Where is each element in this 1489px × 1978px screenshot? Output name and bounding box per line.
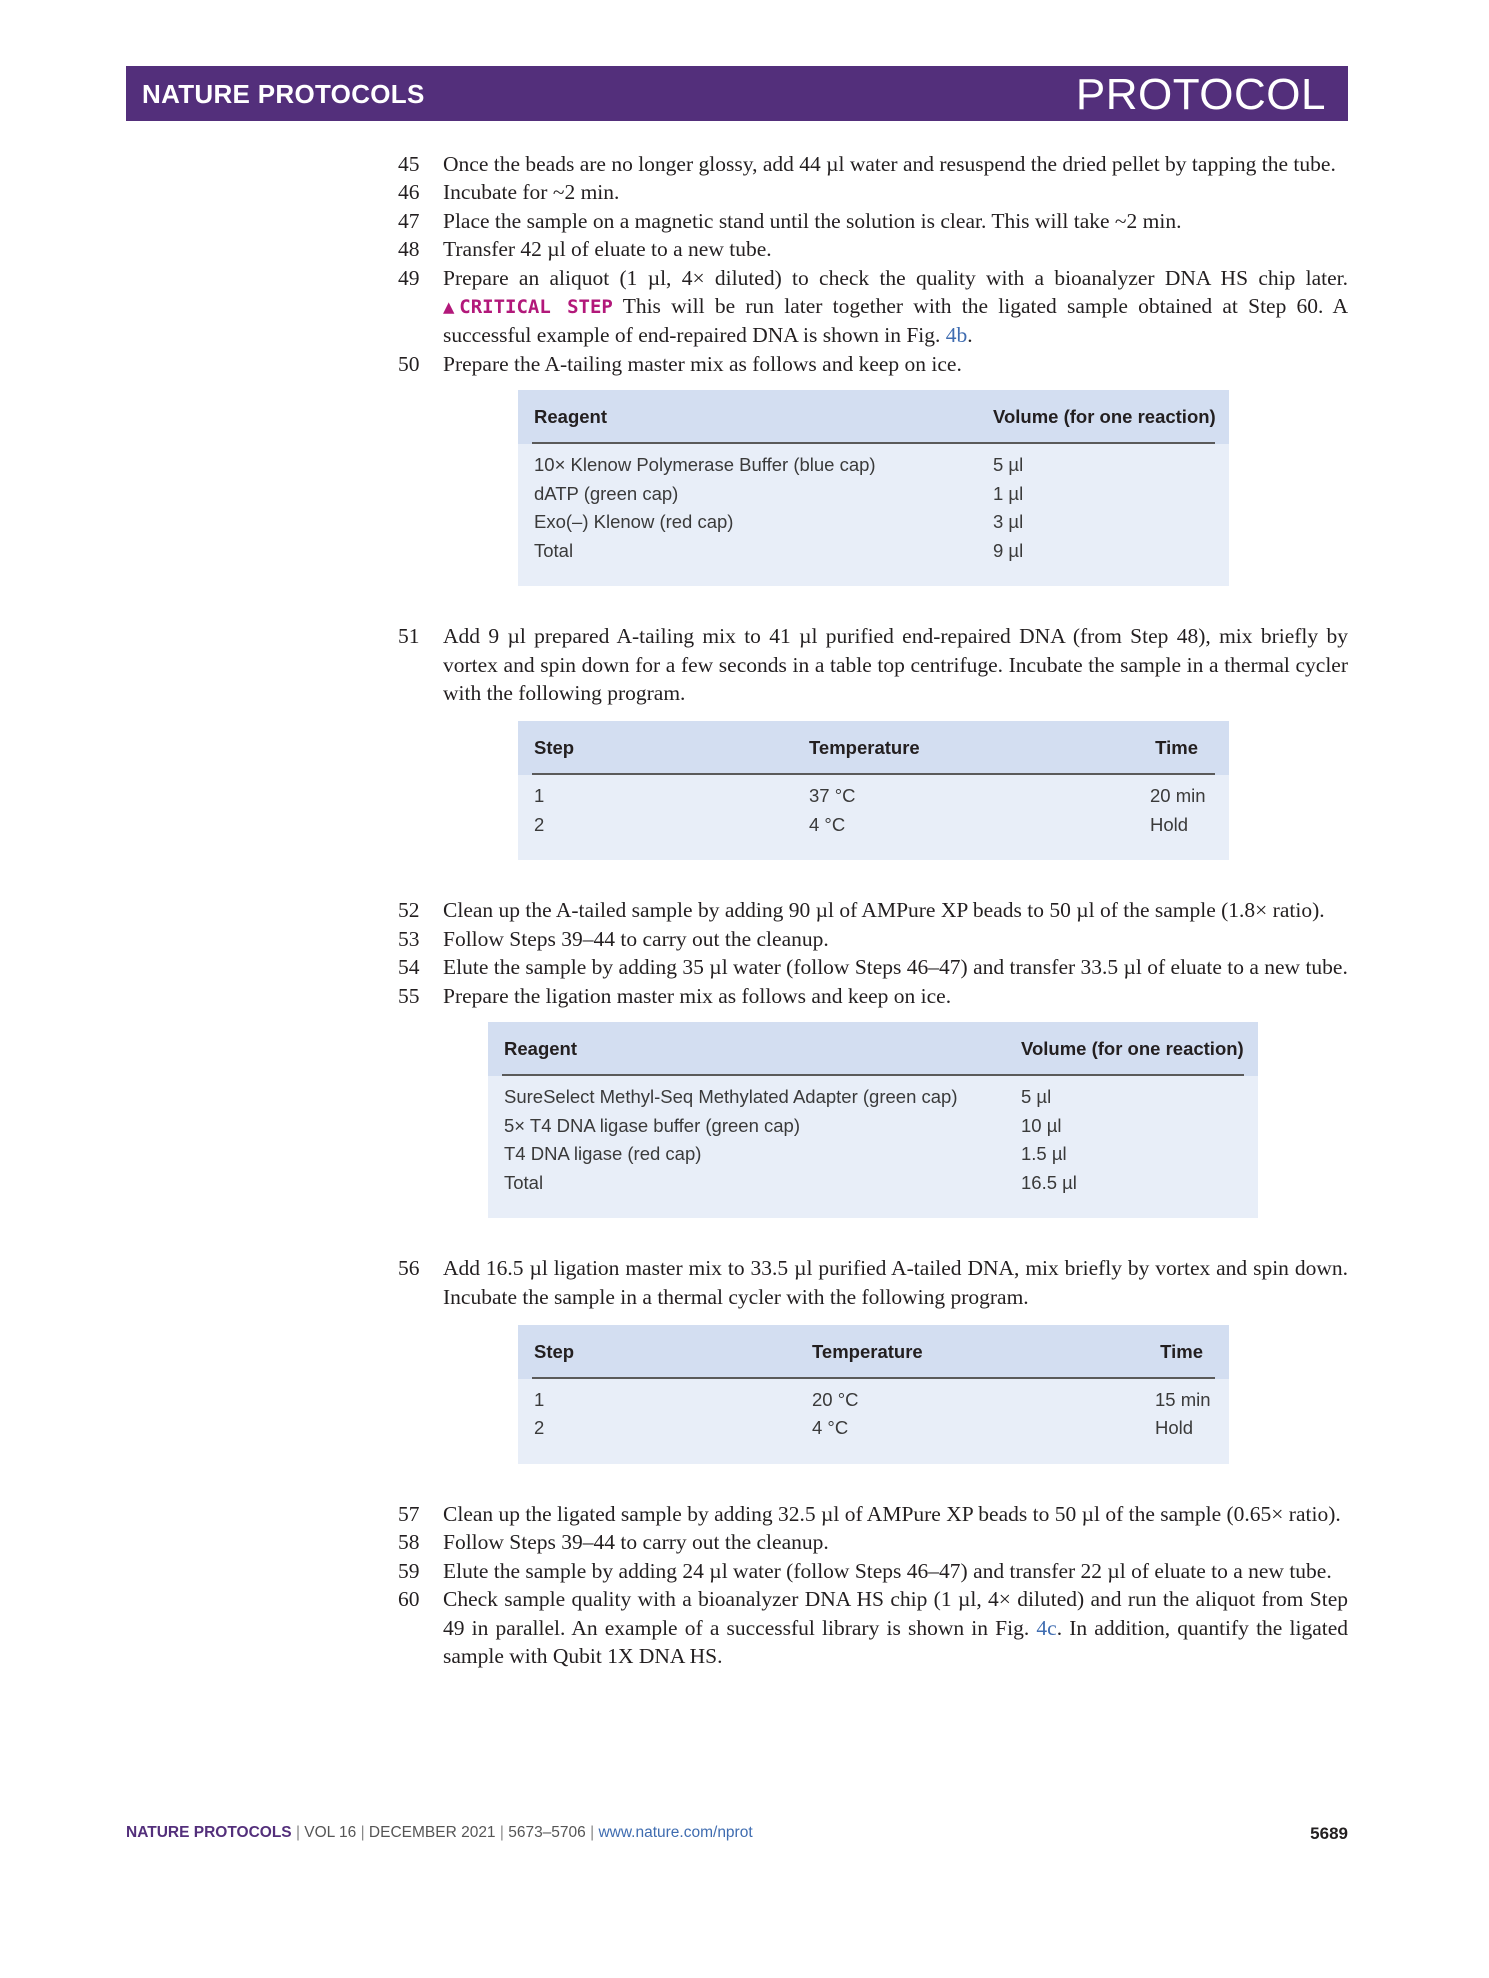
table-row: T4 DNA ligase (red cap) 1.5 µl bbox=[504, 1143, 1067, 1165]
footer-date: DECEMBER 2021 bbox=[368, 1824, 496, 1841]
ligation-mix-table bbox=[488, 1022, 1258, 1218]
table-row: 2 4 °C Hold bbox=[534, 813, 1189, 835]
procedure-step: 52 Clean up the A-tailed sample by adding 90 µl of AMPure XP beads to 50 µl of the sample (1.8× ratio). bbox=[398, 898, 1325, 923]
ligation-program-table bbox=[518, 1325, 1229, 1464]
protocol-content bbox=[398, 150, 1348, 1670]
table-rule bbox=[532, 1377, 1215, 1379]
table-header-cell: Reagent bbox=[534, 406, 607, 428]
table-row: SureSelect Methyl-Seq Methylated Adapter (green cap) 5 µl bbox=[504, 1086, 1052, 1108]
table-row: Total 16.5 µl bbox=[504, 1171, 1077, 1193]
procedure-step: 57 Clean up the ligated sample by adding 32.5 µl of AMPure XP beads to 50 µl of the sample (0.65× ratio). bbox=[398, 1501, 1341, 1526]
procedure-step: 55 Prepare the ligation master mix as follows and keep on ice. bbox=[398, 983, 952, 1008]
procedure-step: 48 Transfer 42 µl of eluate to a new tube. bbox=[398, 237, 772, 262]
procedure-step: 54 Elute the sample by adding 35 µl water (follow Steps 46–47) and transfer 33.5 µl of eluate to a new tube. bbox=[398, 955, 1348, 980]
table-header-cell: Reagent bbox=[504, 1038, 577, 1060]
table-rule bbox=[502, 1074, 1244, 1076]
table-row: Total 9 µl bbox=[534, 539, 1024, 561]
a-tailing-program-table bbox=[518, 721, 1229, 860]
table-header-row bbox=[518, 721, 1229, 775]
page-number: 5689 bbox=[1310, 1824, 1348, 1843]
table-row: dATP (green cap) 1 µl bbox=[534, 482, 1024, 504]
table-row: 2 4 °C Hold bbox=[534, 1417, 1194, 1439]
journal-name: NATURE PROTOCOLS bbox=[142, 79, 425, 109]
table-row: Exo(–) Klenow (red cap) 3 µl bbox=[534, 511, 1024, 533]
table-header-cell: Volume (for one reaction) bbox=[1021, 1038, 1244, 1060]
footer-volume: VOL 16 bbox=[304, 1824, 357, 1841]
footer-pages: 5673–5706 bbox=[508, 1824, 586, 1841]
footer-journal: NATURE PROTOCOLS bbox=[126, 1824, 292, 1841]
table-header-cell: Time bbox=[1160, 1340, 1203, 1362]
procedure-step: 47 Place the sample on a magnetic stand until the solution is clear. This will take ~2 min. bbox=[398, 208, 1182, 233]
table-header-cell: Step bbox=[534, 737, 575, 759]
table-header-row bbox=[488, 1022, 1258, 1076]
table-row: 5× T4 DNA ligase buffer (green cap) 10 µl bbox=[504, 1114, 1062, 1136]
figure-link[interactable]: 4b bbox=[945, 323, 968, 348]
table-rule bbox=[532, 442, 1215, 444]
table-row: 1 20 °C 15 min bbox=[534, 1388, 1211, 1410]
journal-header bbox=[126, 66, 1348, 121]
table-rule bbox=[532, 773, 1215, 775]
a-tailing-mix-table bbox=[518, 390, 1229, 586]
procedure-step: 58 Follow Steps 39–44 to carry out the cleanup. bbox=[398, 1530, 829, 1555]
table-header-cell: Step bbox=[534, 1340, 575, 1362]
procedure-step: 45 Once the beads are no longer glossy, add 44 µl water and resuspend the dried pellet by tapping the tube. bbox=[398, 152, 1336, 176]
table-header-cell: Temperature bbox=[812, 1340, 923, 1362]
table-header-cell: Volume (for one reaction) bbox=[993, 406, 1216, 428]
figure-link[interactable]: 4c bbox=[1036, 1615, 1057, 1640]
section-title: PROTOCOL bbox=[1075, 70, 1326, 119]
table-header-row bbox=[518, 1325, 1229, 1379]
procedure-step: 59 Elute the sample by adding 24 µl water (follow Steps 46–47) and transfer 22 µl of eluate to a new tube. bbox=[398, 1558, 1332, 1583]
table-header-cell: Time bbox=[1155, 737, 1198, 759]
table-row: 10× Klenow Polymerase Buffer (blue cap) 5 µl bbox=[534, 454, 1024, 476]
procedure-step: 51 Add 9 µl prepared A-tailing mix to 41 µl purified end-repaired DNA (from Step 48), mix briefly by vortex and spin down for a few seconds in a table top centrifuge. Incubate the sample in a thermal cycler with the following program. bbox=[398, 624, 1348, 706]
procedure-step: 46 Incubate for ~2 min. bbox=[398, 180, 620, 205]
table-header-row bbox=[518, 390, 1229, 444]
procedure-step: 60 Check sample quality with a bioanalyzer DNA HS chip (1 µl, 4× diluted) and run the aliquot from Step 49 in parallel. An example of a successful library is shown in Fig. 4c. In addition, quantify the ligated sample with Qubit 1X DNA HS. bbox=[398, 1587, 1349, 1668]
footer-url-link[interactable]: www.nature.com/nprot bbox=[598, 1824, 753, 1841]
procedure-step: 56 Add 16.5 µl ligation master mix to 33.5 µl purified A-tailed DNA, mix briefly by vortex and spin down. Incubate the sample in a thermal cycler with the following program. bbox=[398, 1256, 1348, 1309]
procedure-step: 50 Prepare the A-tailing master mix as follows and keep on ice. bbox=[398, 351, 962, 376]
critical-step-label: ▲CRITICAL STEP bbox=[443, 296, 613, 319]
procedure-step: 49 Prepare an aliquot (1 µl, 4× diluted) to check the quality with a bioanalyzer DNA HS chip later. ▲CRITICAL STEP This will be run later together with the ligated sample obtained at Step 60. A successful example of end-repaired DNA is shown in Fig. 4b. bbox=[398, 265, 1349, 348]
table-header-cell: Temperature bbox=[809, 737, 920, 759]
page-footer: NATURE PROTOCOLS | VOL 16 | DECEMBER 2021 | 5673–5706 | www.nature.com/nprot 5689 bbox=[126, 1824, 1348, 1843]
table-row: 1 37 °C 20 min bbox=[534, 785, 1206, 807]
procedure-step: 53 Follow Steps 39–44 to carry out the cleanup. bbox=[398, 926, 829, 951]
